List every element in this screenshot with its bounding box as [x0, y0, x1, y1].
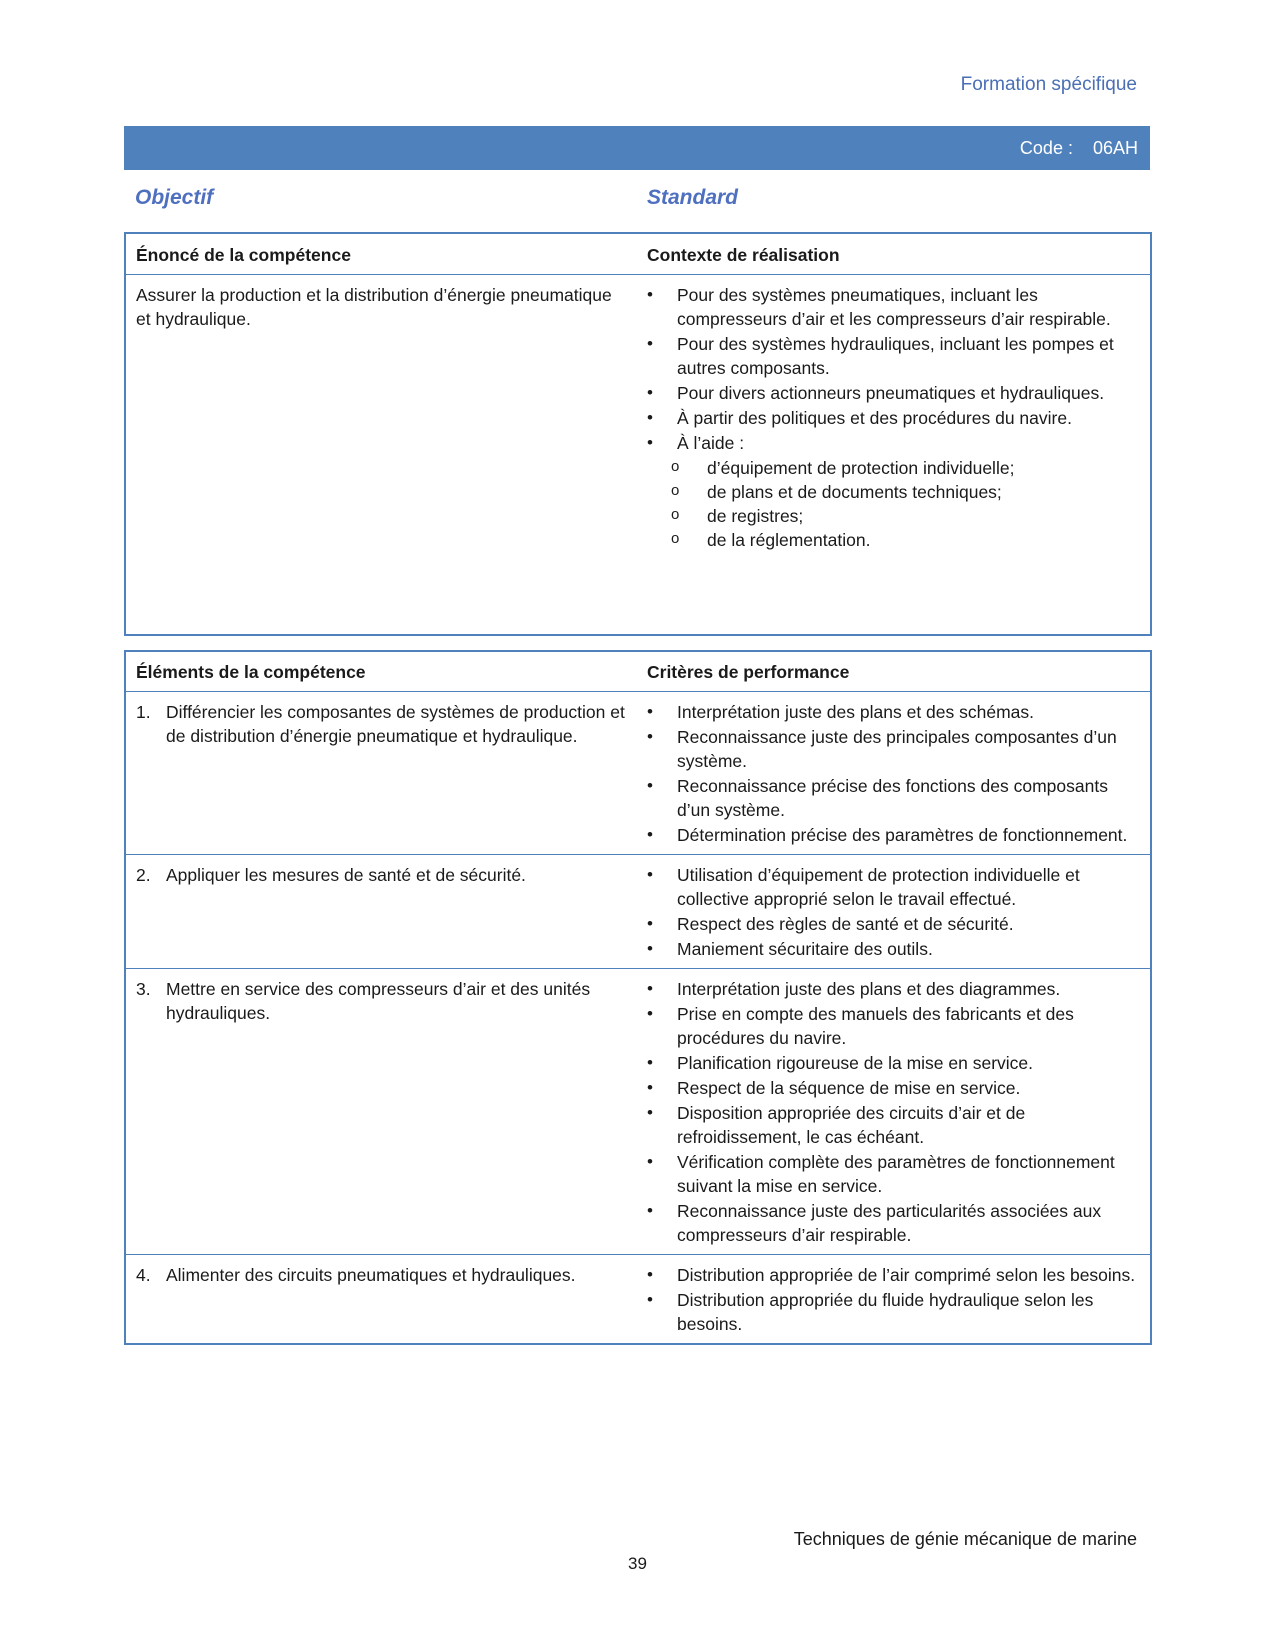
list-item: • Distribution appropriée du fluide hydraulique selon les besoins.: [647, 1288, 1140, 1336]
list-item: • Reconnaissance précise des fonctions des composants d’un système.: [647, 774, 1140, 822]
list-item: • Distribution appropriée de l’air comprimé selon les besoins.: [647, 1263, 1140, 1287]
list-item: • Disposition appropriée des circuits d’air et de refroidissement, le cas échéant.: [647, 1101, 1140, 1149]
list-item: • Respect de la séquence de mise en service.: [647, 1076, 1140, 1100]
table-row: [125, 969, 1151, 1255]
element-number: 1.: [136, 702, 151, 722]
list-item: • À partir des politiques et des procédures du navire.: [647, 406, 1140, 430]
list-item: o de registres;: [647, 504, 1140, 528]
criteria-cell: [637, 855, 1151, 969]
element-text: Appliquer les mesures de santé et de sécurité.: [166, 865, 526, 885]
list-item: • À l’aide :: [647, 431, 1140, 455]
criteria-cell: [637, 692, 1151, 855]
element-text: Différencier les composantes de systèmes de production et de distribution d’énergie pneumatique et hydraulique.: [166, 702, 625, 746]
list-item: • Pour divers actionneurs pneumatiques et hydrauliques.: [647, 381, 1140, 405]
section-titles: [135, 186, 1135, 216]
program-footer: Techniques de génie mécanique de marine: [793, 1529, 1137, 1549]
element-cell: [125, 1255, 637, 1345]
list-item: • Planification rigoureuse de la mise en service.: [647, 1051, 1140, 1075]
list-item: • Respect des règles de santé et de sécurité.: [647, 912, 1140, 936]
element-number: 2.: [136, 865, 151, 885]
contexte-cell: [637, 275, 1151, 636]
competence-statement: [125, 275, 637, 636]
aide-sublist: [647, 456, 1140, 552]
code-label: Code :: [1019, 137, 1073, 158]
criteres-header: Critères de performance: [637, 651, 1151, 692]
criteria-list: [647, 977, 1140, 1247]
list-item: • Maniement sécuritaire des outils.: [647, 937, 1140, 961]
list-item: • Détermination précise des paramètres de fonctionnement.: [647, 823, 1140, 847]
elements-header: Éléments de la compétence: [125, 651, 637, 692]
criteria-list: [647, 700, 1140, 847]
contexte-header: Contexte de réalisation: [637, 233, 1151, 275]
enonce-table: [124, 232, 1152, 636]
code-bar: [124, 126, 1150, 170]
criteria-cell: [637, 969, 1151, 1255]
element-cell: [125, 969, 637, 1255]
contexte-list: [647, 283, 1140, 455]
page-number: 39: [628, 1554, 647, 1573]
enonce-header: Énoncé de la compétence: [125, 233, 637, 275]
element-text: Alimenter des circuits pneumatiques et hydrauliques.: [166, 1265, 576, 1285]
list-item: • Reconnaissance juste des principales composantes d’un système.: [647, 725, 1140, 773]
list-item: • Vérification complète des paramètres de fonctionnement suivant la mise en service.: [647, 1150, 1140, 1198]
criteria-list: [647, 863, 1140, 961]
element-number: 3.: [136, 979, 151, 999]
list-item: • Prise en compte des manuels des fabricants et des procédures du navire.: [647, 1002, 1140, 1050]
standard-title: Standard: [647, 186, 739, 209]
list-item: • Utilisation d’équipement de protection individuelle et collective approprié selon le travail effectué.: [647, 863, 1140, 911]
table-row: [125, 1255, 1151, 1345]
element-number: 4.: [136, 1265, 151, 1285]
element-cell: [125, 692, 637, 855]
competence-text: Assurer la production et la distribution d’énergie pneumatique et hydraulique.: [136, 285, 612, 329]
list-item: o de la réglementation.: [647, 528, 1140, 552]
list-item: • Interprétation juste des plans et des diagrammes.: [647, 977, 1140, 1001]
list-item: • Reconnaissance juste des particularités associées aux compresseurs d’air respirable.: [647, 1199, 1140, 1247]
list-item: o d’équipement de protection individuelle;: [647, 456, 1140, 480]
table-row: [125, 692, 1151, 855]
elements-table: [124, 650, 1152, 1345]
formation-label: Formation spécifique: [960, 74, 1137, 95]
element-cell: [125, 855, 637, 969]
list-item: • Interprétation juste des plans et des schémas.: [647, 700, 1140, 724]
list-item: • Pour des systèmes hydrauliques, incluant les pompes et autres composants.: [647, 332, 1140, 380]
list-item: o de plans et de documents techniques;: [647, 480, 1140, 504]
table-row: [125, 855, 1151, 969]
criteria-cell: [637, 1255, 1151, 1345]
element-text: Mettre en service des compresseurs d’air et des unités hydrauliques.: [166, 979, 591, 1023]
list-item: • Pour des systèmes pneumatiques, incluant les compresseurs d’air et les compresseurs d’air respirable.: [647, 283, 1140, 331]
code-value: 06AH: [1092, 137, 1138, 158]
criteria-list: [647, 1263, 1140, 1336]
objectif-title: Objectif: [135, 186, 214, 209]
